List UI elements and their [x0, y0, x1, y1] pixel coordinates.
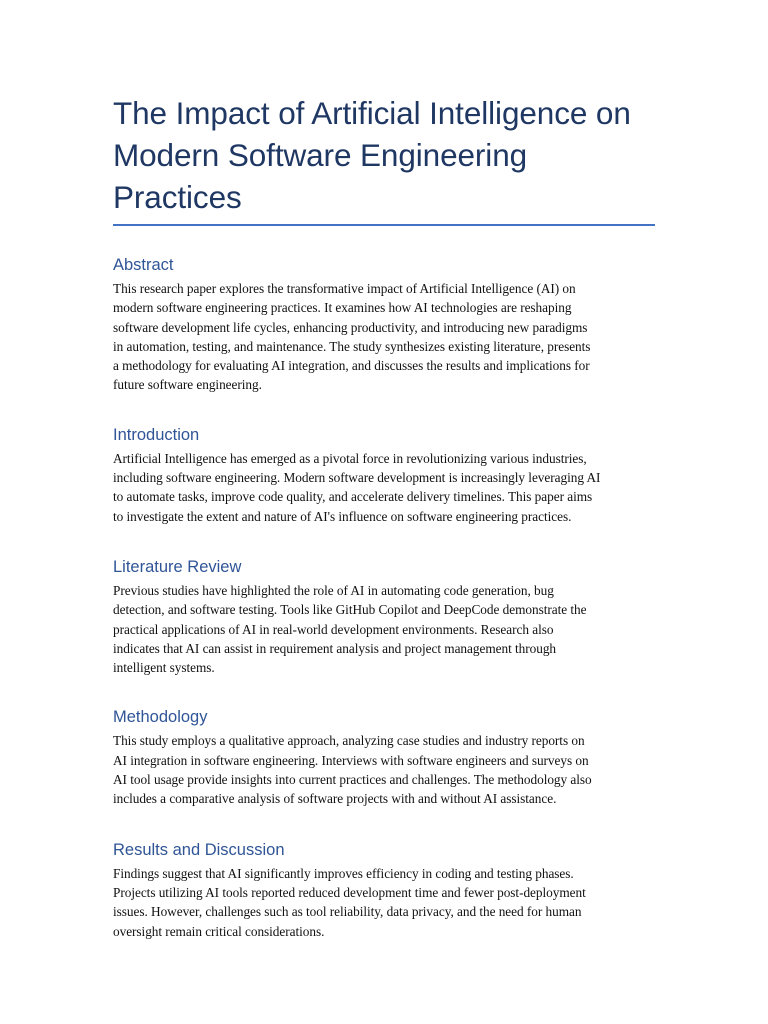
body-line: a methodology for evaluating AI integration, and discusses the results and implications for	[113, 358, 590, 374]
section-results-and-discussion	[113, 839, 655, 941]
section-heading-literature-review: Literature Review	[113, 557, 242, 576]
body-line: issues. However, challenges such as tool reliability, data privacy, and the need for human	[113, 904, 582, 920]
body-line: Projects utilizing AI tools reported reduced development time and fewer post-deployment	[113, 884, 586, 900]
section-heading-introduction: Introduction	[113, 425, 200, 444]
body-line: intelligent systems.	[113, 660, 215, 676]
section-abstract	[113, 254, 655, 395]
body-line: This study employs a qualitative approach, analyzing case studies and industry reports on	[113, 733, 585, 749]
body-line: indicates that AI can assist in requirement analysis and project management through	[113, 640, 557, 656]
body-line: includes a comparative analysis of software projects with and without AI assistance.	[113, 791, 557, 807]
body-line: future software engineering.	[113, 377, 262, 393]
section-heading-methodology: Methodology	[113, 708, 208, 727]
section-body-methodology	[113, 731, 655, 808]
section-body-results-and-discussion	[113, 864, 655, 941]
body-line: AI integration in software engineering. Interviews with software engineers and surveys on	[113, 752, 589, 768]
document-title-line-1: The Impact of Artificial Intelligence on	[113, 95, 631, 131]
body-line: AI tool usage provide insights into current practices and challenges. The methodology also	[113, 772, 592, 788]
body-line: Findings suggest that AI significantly improves efficiency in coding and testing phases.	[113, 865, 574, 881]
section-body-literature-review	[113, 581, 655, 677]
body-line: to automate tasks, improve code quality, and accelerate delivery timelines. This paper aims	[113, 489, 593, 505]
section-methodology	[113, 706, 655, 808]
section-body-introduction	[113, 449, 655, 526]
body-line: oversight remain critical considerations.	[113, 923, 325, 939]
body-line: practical applications of AI in real-world development environments. Research also	[113, 621, 554, 637]
document-title	[113, 92, 655, 224]
section-introduction	[113, 424, 655, 526]
body-line: Previous studies have highlighted the role of AI in automating code generation, bug	[113, 582, 554, 598]
body-line: modern software engineering practices. It examines how AI technologies are reshaping	[113, 300, 572, 316]
document-title-line-2: Modern Software Engineering Practices	[113, 137, 528, 215]
body-line: software development life cycles, enhancing productivity, and introducing new paradigms	[113, 319, 588, 335]
body-line: in automation, testing, and maintenance. The study synthesizes existing literature, presents	[113, 338, 591, 354]
body-line: Artificial Intelligence has emerged as a pivotal force in revolutionizing various industries,	[113, 450, 587, 466]
body-line: to investigate the extent and nature of AI's influence on software engineering practices.	[113, 508, 572, 524]
document-page	[113, 92, 655, 941]
body-line: including software engineering. Modern software development is increasingly leveraging AI	[113, 470, 601, 486]
section-heading-abstract: Abstract	[113, 256, 174, 274]
body-line: detection, and software testing. Tools like GitHub Copilot and DeepCode demonstrate the	[113, 602, 587, 618]
section-literature-review	[113, 556, 655, 677]
section-body-abstract	[113, 279, 655, 395]
section-heading-results-and-discussion: Results and Discussion	[113, 840, 285, 859]
body-line: This research paper explores the transformative impact of Artificial Intelligence (AI) on	[113, 281, 576, 296]
title-underline-rule	[113, 224, 655, 226]
